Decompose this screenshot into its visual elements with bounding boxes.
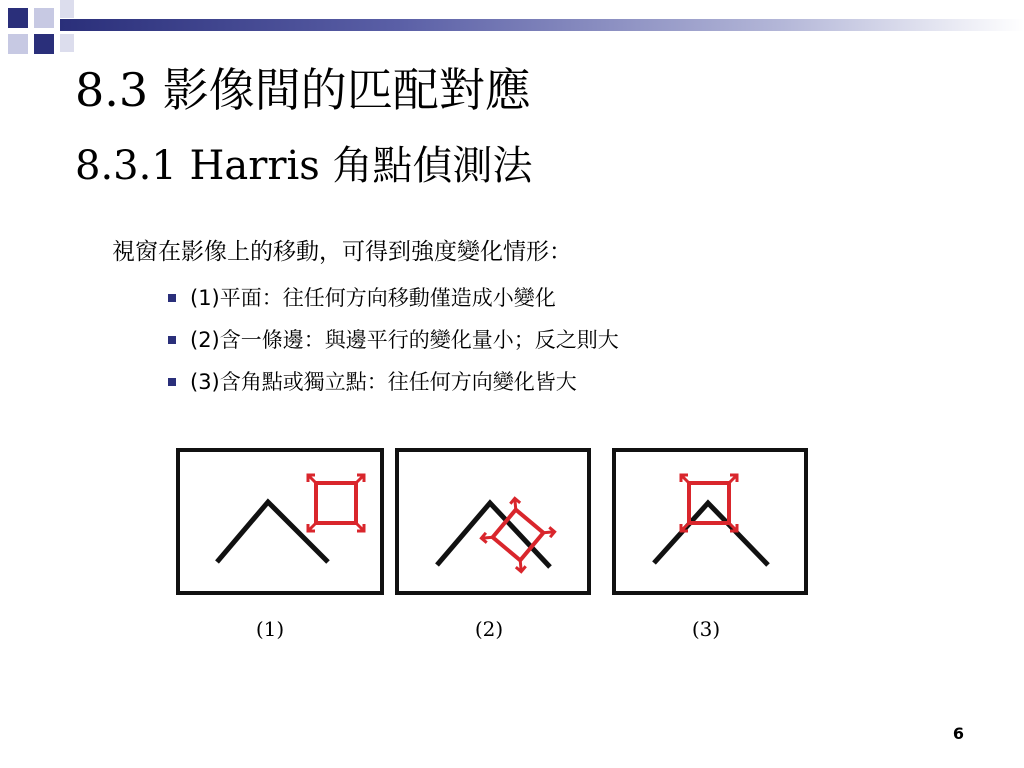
page-number: 6 [952, 724, 964, 743]
deco-square [34, 34, 54, 54]
bullet-text: (1)平面：往任何方向移動僅造成小變化 [190, 286, 556, 310]
list-item [168, 324, 619, 366]
list-item [168, 282, 619, 324]
header-rule [60, 19, 1024, 31]
deco-square [8, 8, 28, 28]
bullet-list [168, 282, 619, 408]
figure-caption: (2) [474, 617, 504, 641]
slide-title: 8.3 影像間的匹配對應 [75, 63, 531, 117]
bullet-text: (3)含角點或獨立點：往任何方向變化皆大 [190, 370, 577, 394]
deco-square [60, 0, 74, 18]
bullet-text: (2)含一條邊：與邊平行的變化量小；反之則大 [190, 328, 619, 352]
intro-text: 視窗在影像上的移動，可得到強度變化情形： [112, 239, 572, 265]
figure-panel-corner [614, 450, 806, 593]
figure-panels [170, 445, 816, 600]
figure-caption: (3) [691, 617, 721, 641]
bullet-square-icon [168, 336, 176, 344]
bullet-square-icon [168, 378, 176, 386]
deco-square [34, 8, 54, 28]
figure-panel-edge [397, 450, 589, 593]
figure-caption: (1) [255, 617, 285, 641]
deco-square [60, 34, 74, 52]
figure-panel-flat [178, 450, 382, 593]
slide-subtitle: 8.3.1 Harris 角點偵測法 [75, 143, 533, 189]
deco-square [8, 34, 28, 54]
list-item [168, 366, 619, 408]
bullet-square-icon [168, 294, 176, 302]
